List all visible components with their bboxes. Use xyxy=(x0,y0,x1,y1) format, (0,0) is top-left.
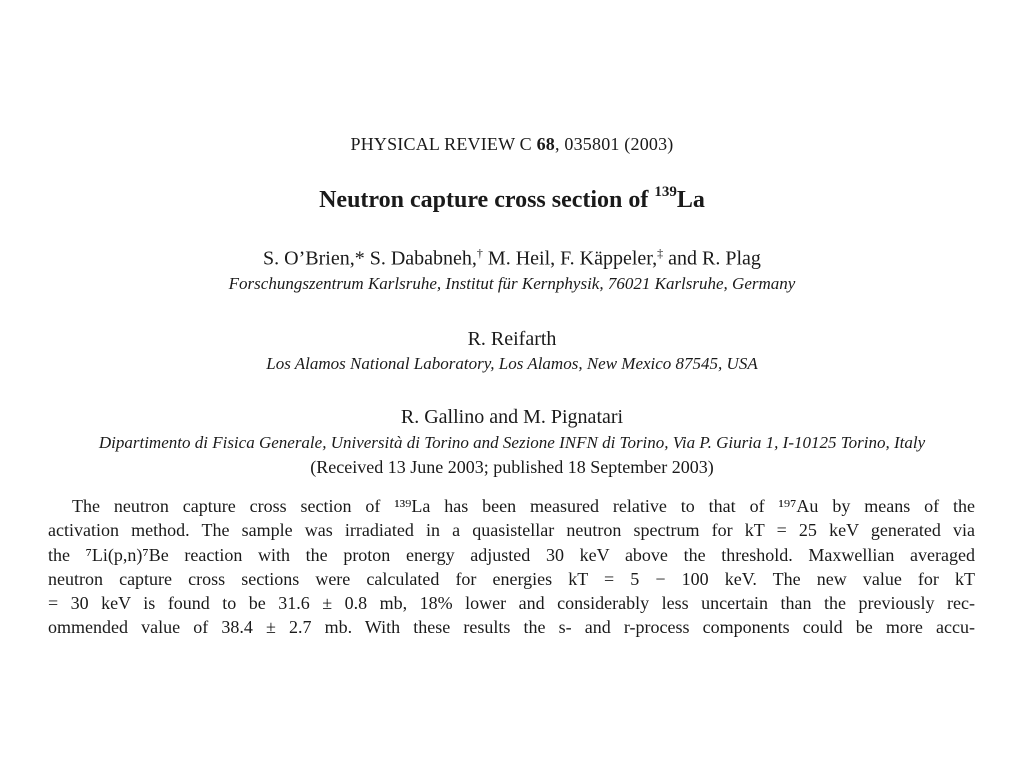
abstract-line: The neutron capture cross section of ¹³⁹La has been measured relative to that of ¹⁹⁷Au by means of the xyxy=(72,496,975,516)
author-name: M. Heil, xyxy=(487,247,556,270)
affiliation-2: Los Alamos National Laboratory, Los Alamos, New Mexico 87545, USA xyxy=(266,354,758,373)
abstract-line: ommended value of 38.4 ± 2.7 mb. With these results the s- and r-process components could be more accu- xyxy=(48,617,975,638)
title-isotope-symbol: La xyxy=(676,187,705,213)
journal-citation xyxy=(0,134,1024,155)
author-list-2: R. Reifarth xyxy=(467,328,557,350)
abstract-line: the ⁷Li(p,n)⁷Be reaction with the proton energy adjusted 30 keV above the threshold. Maxwellian averaged xyxy=(48,544,975,565)
paper-title xyxy=(0,186,1024,214)
received-dates: (Received 13 June 2003; published 18 September 2003) xyxy=(310,457,714,477)
abstract-line: activation method. The sample was irradiated in a quasistellar neutron spectrum for kT = 25 keV generated via xyxy=(48,520,975,541)
author-mark: ‡ xyxy=(657,246,664,260)
title-text: Neutron capture cross section of xyxy=(319,187,649,213)
author-list-1 xyxy=(0,246,1024,271)
author-list-3: R. Gallino and M. Pignatari xyxy=(400,406,624,428)
author-mark: † xyxy=(476,246,483,260)
author-name: and R. Plag xyxy=(668,247,761,270)
author-name: S. Dababneh, xyxy=(369,247,477,270)
author-name: S. O’Brien, xyxy=(263,247,355,270)
affiliation-1: Forschungszentrum Karlsruhe, Institut für Kernphysik, 76021 Karlsruhe, Germany xyxy=(228,274,796,293)
abstract-line: = 30 keV is found to be 31.6 ± 0.8 mb, 18% lower and considerably less uncertain than the previously rec- xyxy=(48,593,975,614)
title-isotope-mass: 139 xyxy=(654,184,677,200)
journal-article-year: , 035801 (2003) xyxy=(555,134,674,154)
journal-volume: 68 xyxy=(536,134,555,154)
affiliation-3: Dipartimento di Fisica Generale, Università di Torino and Sezione INFN di Torino, Via P. Giuria 1, I-10125 Torino, Italy xyxy=(98,433,926,452)
journal-name: PHYSICAL REVIEW C xyxy=(350,134,532,154)
author-mark: * xyxy=(354,247,365,270)
abstract xyxy=(48,494,975,640)
author-name: F. Käppeler, xyxy=(560,247,658,270)
abstract-line: neutron capture cross sections were calculated for energies kT = 5 − 100 keV. The new value for kT xyxy=(48,568,975,589)
